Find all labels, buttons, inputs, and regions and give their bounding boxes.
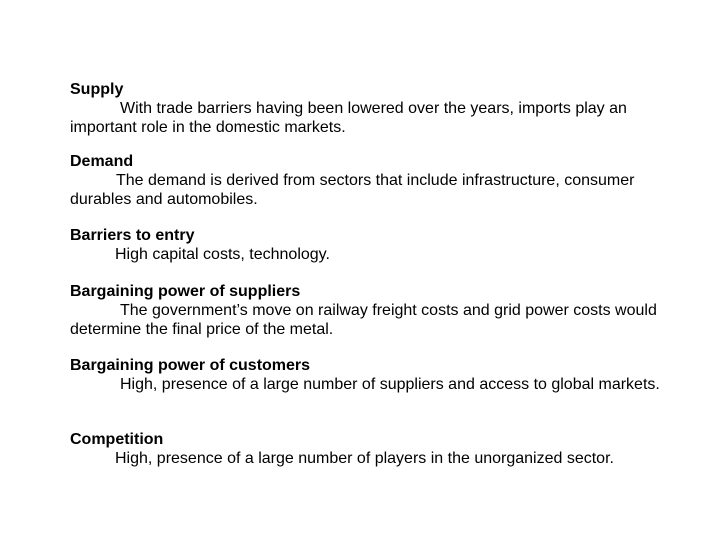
- section-body-text: The government’s move on railway freight costs and grid power costs would determine the final price of the metal.: [70, 302, 657, 338]
- section-body: [70, 449, 685, 468]
- section-heading: Barriers to entry: [70, 227, 195, 244]
- section-body: [70, 245, 685, 264]
- section-bargaining-power-suppliers: [70, 282, 685, 339]
- section-heading: Supply: [70, 81, 124, 98]
- section-body-text: High capital costs, technology.: [115, 246, 330, 263]
- section-body-text: With trade barriers having been lowered over the years, imports play an important role in the domestic markets.: [70, 100, 627, 136]
- section-heading: Competition: [70, 431, 164, 448]
- section-body: [70, 171, 685, 209]
- section-body: [70, 301, 685, 339]
- section-body: [70, 375, 685, 394]
- section-bargaining-power-customers: [70, 356, 685, 394]
- section-heading: Demand: [70, 153, 134, 170]
- section-heading: Bargaining power of customers: [70, 357, 311, 374]
- section-demand: [70, 152, 685, 209]
- section-supply: [70, 80, 685, 137]
- section-heading: Bargaining power of suppliers: [70, 283, 301, 300]
- section-body-text: High, presence of a large number of suppliers and access to global markets.: [120, 376, 660, 393]
- section-competition: [70, 430, 685, 468]
- section-body-text: The demand is derived from sectors that include infrastructure, consumer durables and automobiles.: [70, 172, 635, 208]
- section-body-text: High, presence of a large number of players in the unorganized sector.: [115, 450, 614, 467]
- section-body: [70, 99, 685, 137]
- section-barriers-to-entry: [70, 226, 685, 264]
